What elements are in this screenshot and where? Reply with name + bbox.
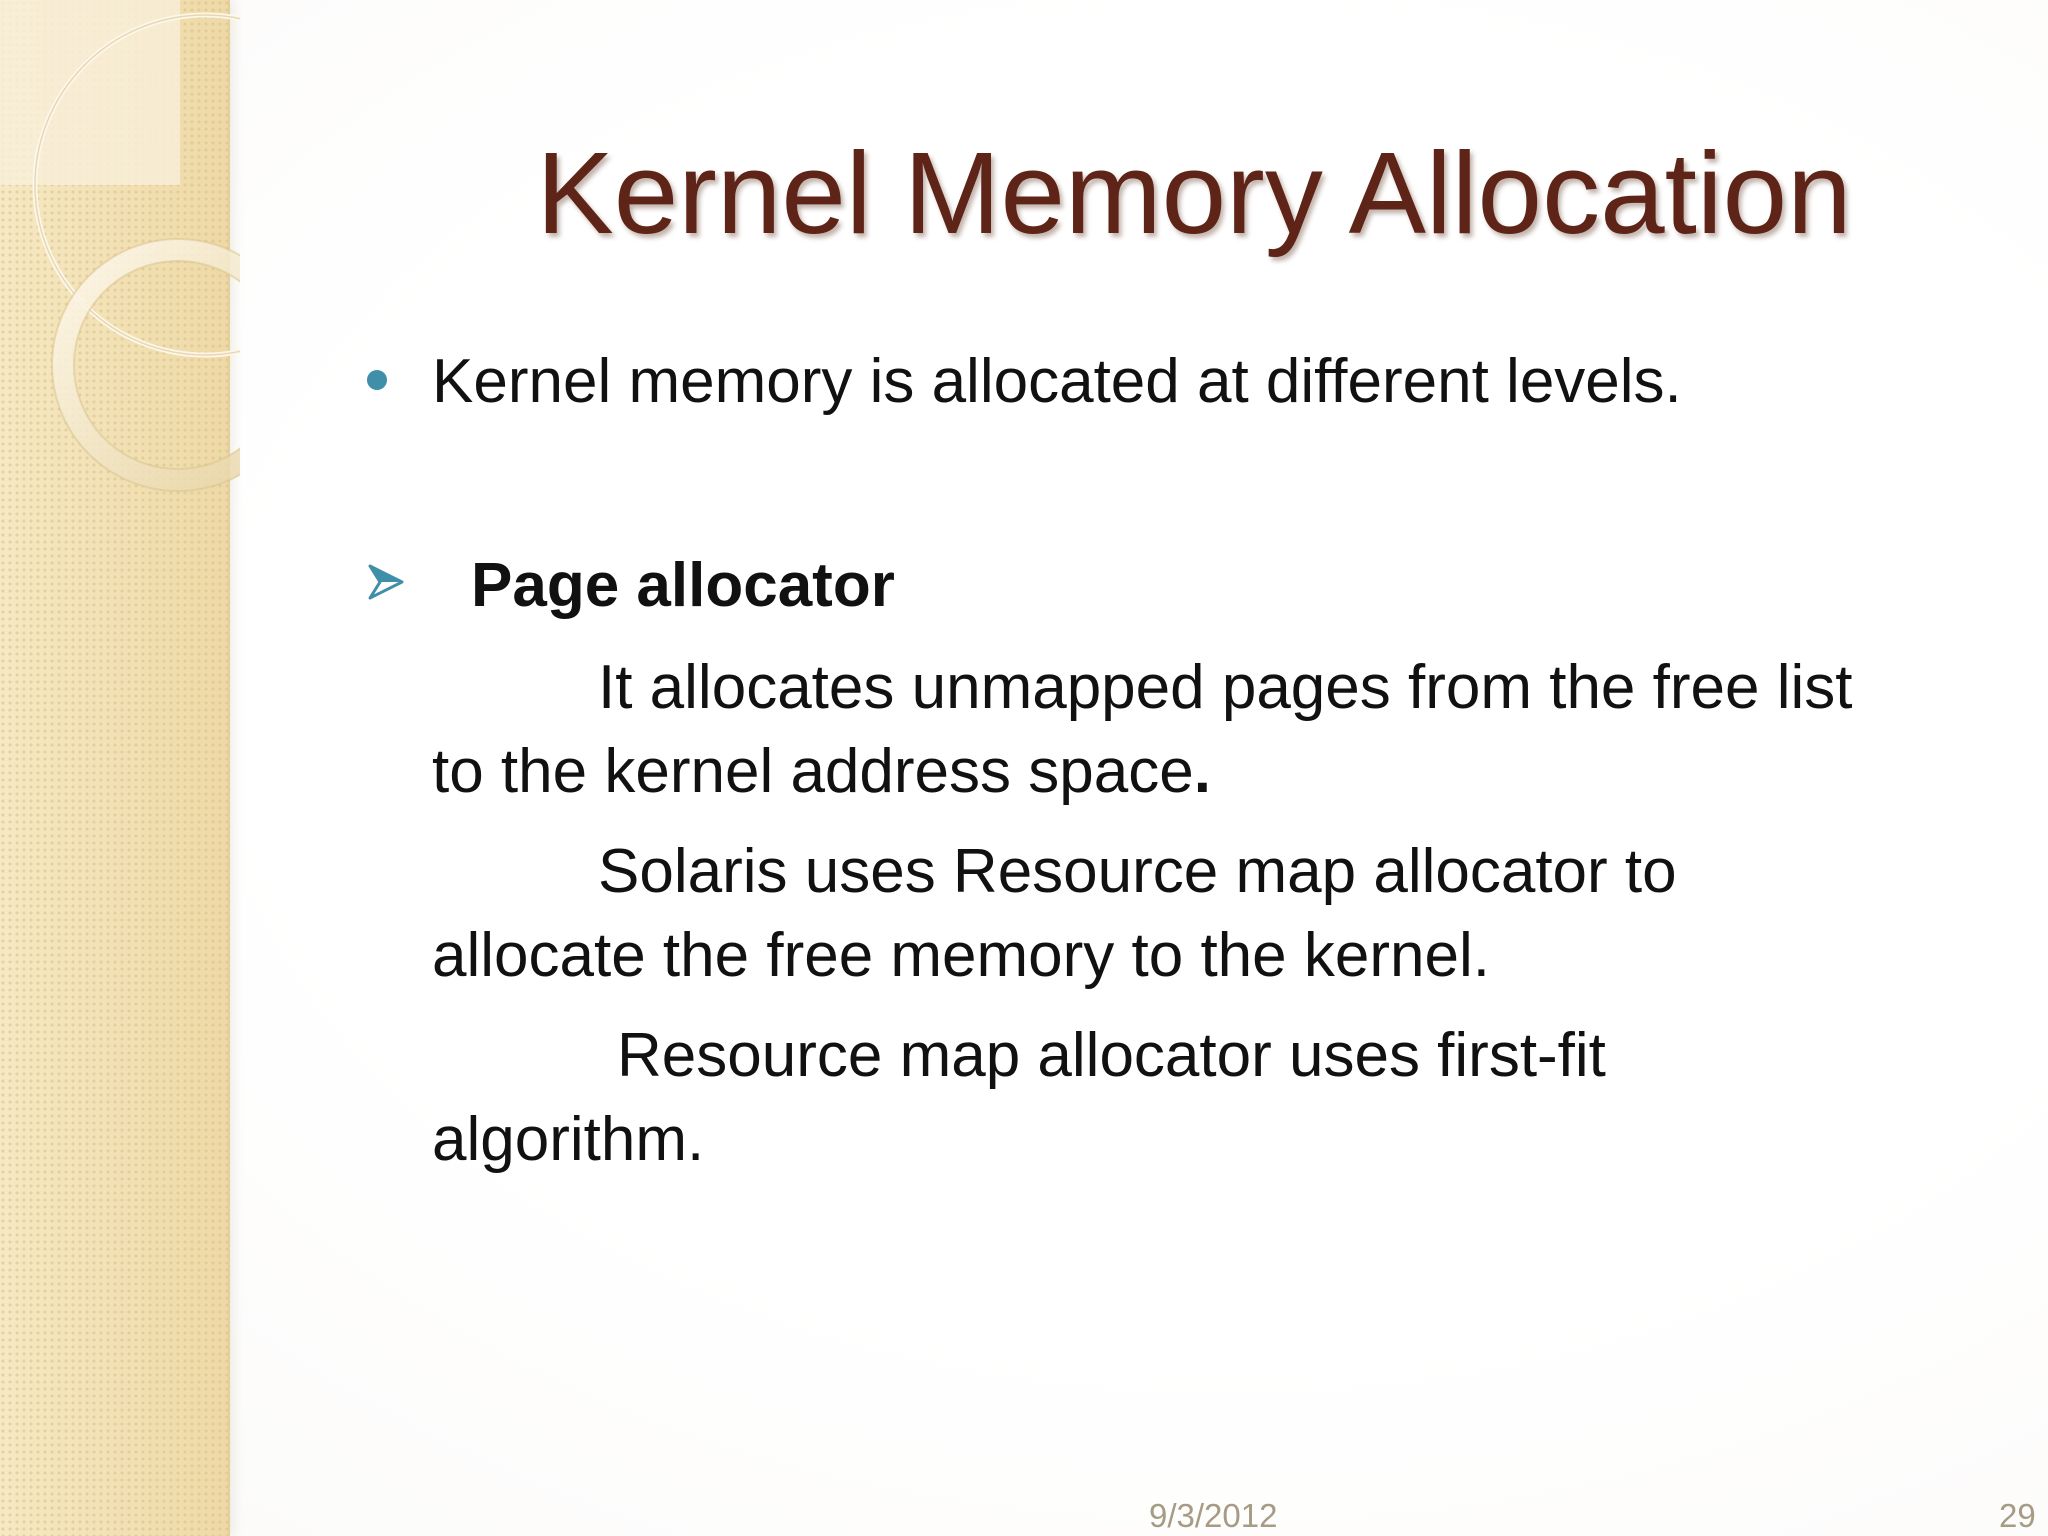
paragraph-3-line-1: Resource map allocator uses first-fit <box>617 1021 1606 1090</box>
paragraph-2-line-2: allocate the free memory to the kernel. <box>432 921 1490 990</box>
sub-heading-page-allocator: Page allocator <box>471 551 895 620</box>
paragraph-1-period: . <box>1193 737 1211 806</box>
decorative-rings <box>0 0 240 520</box>
footer-date: 9/3/2012 <box>1149 1497 1278 1534</box>
round-bullet-icon <box>367 370 387 390</box>
paragraph-2-line-1: Solaris uses Resource map allocator to <box>598 837 1677 906</box>
paragraph-1-line-2-text: to the kernel address space <box>432 737 1194 806</box>
paragraph-3-line-2: algorithm. <box>432 1105 705 1174</box>
footer-page-number: 29 <box>1999 1497 2036 1534</box>
bullet-text-kernel-memory: Kernel memory is allocated at different levels. <box>432 347 1682 416</box>
arrowhead-bullet-icon <box>366 562 406 602</box>
slide-title: Kernel Memory Allocation <box>536 128 1852 258</box>
paragraph-1-line-2 <box>432 736 1211 808</box>
paragraph-1-line-1: It allocates unmapped pages from the free list <box>598 653 1853 722</box>
